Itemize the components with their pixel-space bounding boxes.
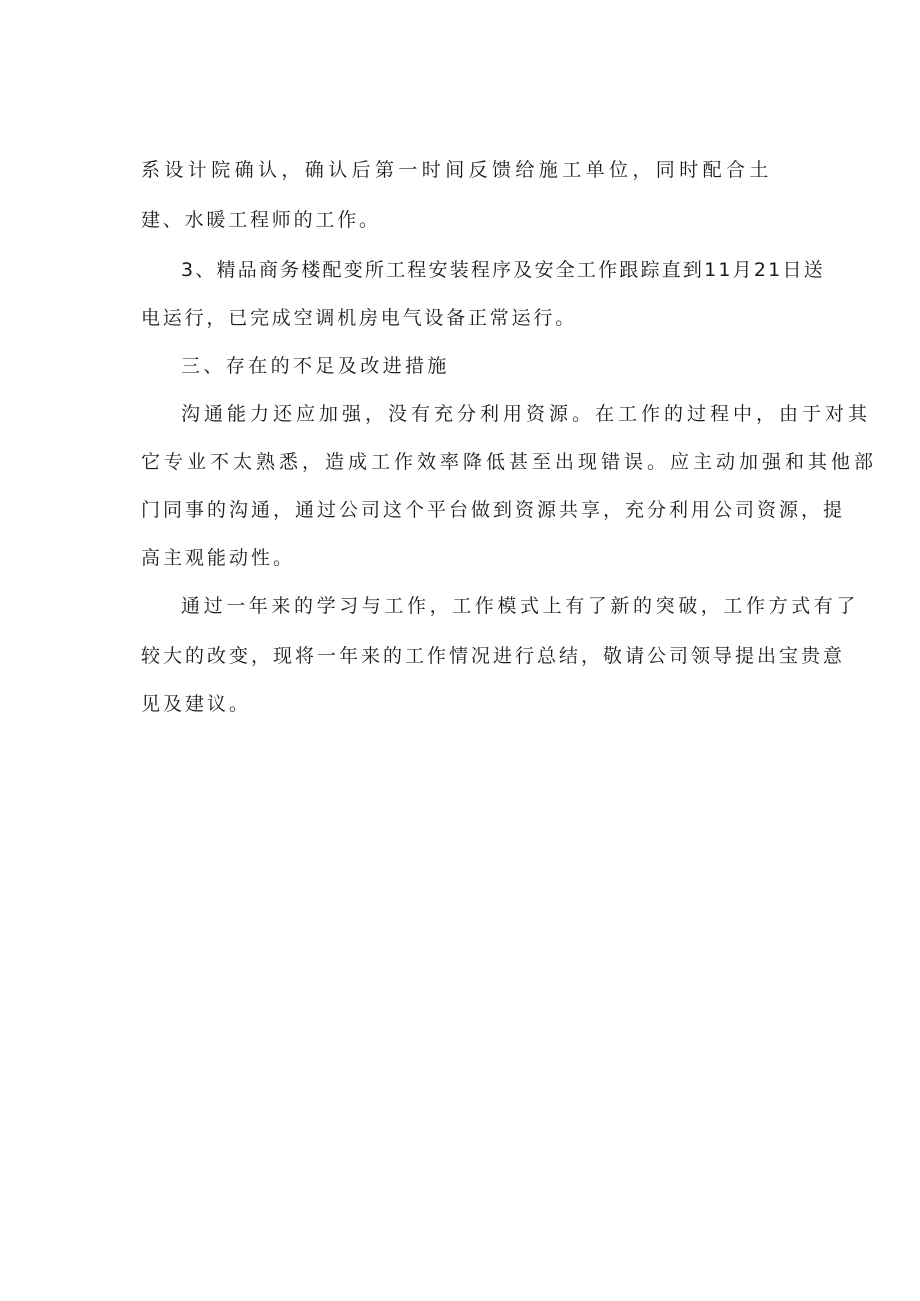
paragraph-line: 沟通能力还应加强，没有充分利用资源。在工作的过程中，由于对其 bbox=[181, 403, 872, 425]
paragraph-line: 电运行，已完成空调机房电气设备正常运行。 bbox=[141, 307, 578, 329]
section-heading: 三、存在的不足及改进措施 bbox=[181, 355, 450, 377]
paragraph-line: 较大的改变，现将一年来的工作情况进行总结，敬请公司领导提出宝贵意 bbox=[141, 645, 846, 667]
paragraph-line: 建、水暖工程师的工作。 bbox=[141, 209, 381, 231]
paragraph-line: 通过一年来的学习与工作，工作模式上有了新的突破，工作方式有了 bbox=[181, 595, 860, 617]
paragraph-line: 高主观能动性。 bbox=[141, 547, 296, 569]
paragraph-line: 门同事的沟通，通过公司这个平台做到资源共享，充分利用公司资源，提 bbox=[141, 499, 846, 521]
paragraph-line: 3、精品商务楼配变所工程安装程序及安全工作跟踪直到11月21日送 bbox=[181, 259, 825, 281]
paragraph-line: 见及建议。 bbox=[141, 693, 252, 715]
paragraph-line: 系设计院确认，确认后第一时间反馈给施工单位，同时配合土 bbox=[141, 159, 773, 181]
paragraph-line: 它专业不太熟悉，造成工作效率降低甚至出现错误。应主动加强和其他部 bbox=[141, 451, 878, 473]
